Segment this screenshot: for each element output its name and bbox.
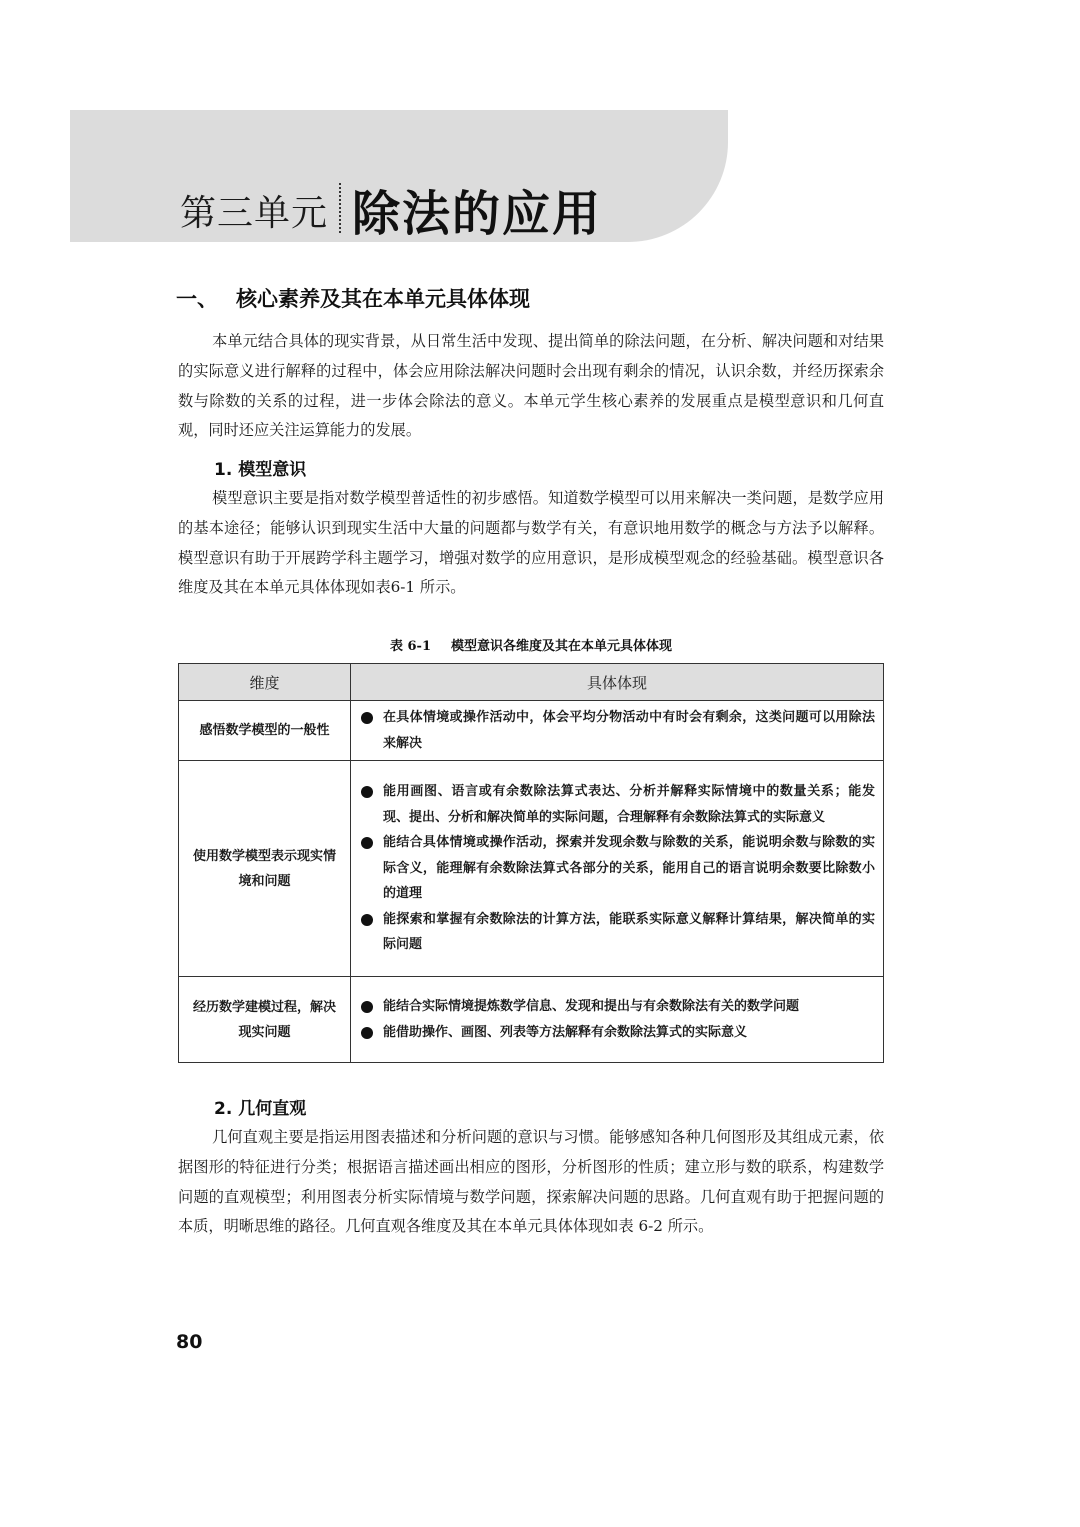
title-divider: [339, 183, 341, 233]
list-item: [361, 994, 875, 1020]
bullet-icon: [361, 1027, 373, 1039]
item-text: 能用画图、语言或有余数除法算式表达、分析并解释实际情境中的数量关系；能发现、提出、分析和解决简单的实际问题，合理解释有余数除法算式的实际意义: [383, 784, 875, 825]
item-text: 能探索和掌握有余数除法的计算方法，能联系实际意义解释计算结果，解决简单的实际问题: [383, 911, 875, 953]
bullet-icon: [361, 1001, 373, 1013]
subsection-1-paragraph: [178, 484, 884, 603]
dimension-cell: 使用数学模型表示现实情境和问题: [179, 761, 351, 977]
list-item: [361, 779, 875, 830]
dimension-cell: 感悟数学模型的一般性: [179, 701, 351, 761]
list-item: [361, 1020, 875, 1046]
model-awareness-table: [178, 663, 884, 1063]
item-text: 在具体情境或操作活动中，体会平均分物活动中有时会有剩余，这类问题可以用除法来解决: [383, 710, 875, 751]
bullet-icon: [361, 914, 373, 926]
dimension-cell: 经历数学建模过程，解决现实问题: [179, 977, 351, 1063]
unit-title: 除法的应用: [352, 186, 603, 242]
item-text: 能借助操作、画图、列表等方法解释有余数除法算式的实际意义: [383, 1024, 748, 1040]
intro-paragraph: [178, 327, 884, 446]
intro-text: 本单元结合具体的现实背景，从日常生活中发现、提出简单的除法问题，在分析、解决问题和对结果的实际意义进行解释的过程中，体会应用除法解决问题时会出现有剩余的情况，认识余数，并经历探索余数与除数的关系的过程，进一步体会除法的意义。本单元学生核心素养的发展重点是模型意识和几何直观，同时还应关注运算能力的发展。: [178, 332, 884, 440]
item-text: 能结合实际情境提炼数学信息、发现和提出与有余数除法有关的数学问题: [383, 999, 800, 1014]
section-number: 一、: [176, 287, 218, 311]
item-text: 能结合具体情境或操作活动，探索并发现余数与除数的关系，能说明余数与除数的实际含义，能理解有余数除法算式各部分的关系，能用自己的语言说明余数要比除数小的道理: [383, 835, 875, 902]
bullet-icon: [361, 837, 373, 849]
table-caption: [178, 635, 884, 654]
list-item: [361, 705, 875, 756]
list-item: [361, 830, 875, 907]
section-title: 核心素养及其在本单元具体体现: [236, 287, 530, 311]
list-item: [361, 907, 875, 958]
detail-cell: [351, 977, 884, 1063]
header-dimension: 维度: [179, 664, 351, 701]
unit-number: 第三单元: [180, 193, 329, 234]
table-row: [179, 761, 884, 977]
table-caption-title: 模型意识各维度及其在本单元具体体现: [451, 639, 673, 654]
subsection-2-text: 几何直观主要是指运用图表描述和分析问题的意识与习惯。能够感知各种几何图形及其组成元素，依据图形的特征进行分类；根据语言描述画出相应的图形，分析图形的性质；建立形与数的联系，构建数学问题的直观模型；利用图表分析实际情境与数学问题，探索解决问题的思路。几何直观有助于把握问题的本质，明晰思维的路径。几何直观各维度及其在本单元具体体现如表 6-2 所示。: [178, 1128, 884, 1236]
subsection-2-paragraph: [178, 1123, 884, 1242]
subsection-1-text: 模型意识主要是指对数学模型普适性的初步感悟。知道数学模型可以用来解决一类问题，是数学应用的基本途径；能够认识到现实生活中大量的问题都与数学有关，有意识地用数学的概念与方法予以解释。模型意识有助于开展跨学科主题学习，增强对数学的应用意识，是形成模型观念的经验基础。模型意识各维度及其在本单元具体体现如表6-1 所示。: [178, 489, 884, 597]
table-header-row: [179, 664, 884, 701]
header-detail: 具体体现: [351, 664, 884, 701]
page-number: 80: [176, 1331, 203, 1353]
table-row: [179, 977, 884, 1063]
subsection-1-heading: 1. 模型意识: [214, 460, 307, 480]
table-row: [179, 701, 884, 761]
detail-cell: [351, 701, 884, 761]
table-caption-number: 表 6-1: [389, 639, 431, 654]
section-heading: [176, 283, 530, 313]
subsection-2-heading: 2. 几何直观: [214, 1099, 307, 1119]
bullet-icon: [361, 712, 373, 724]
bullet-icon: [361, 786, 373, 798]
detail-cell: [351, 761, 884, 977]
